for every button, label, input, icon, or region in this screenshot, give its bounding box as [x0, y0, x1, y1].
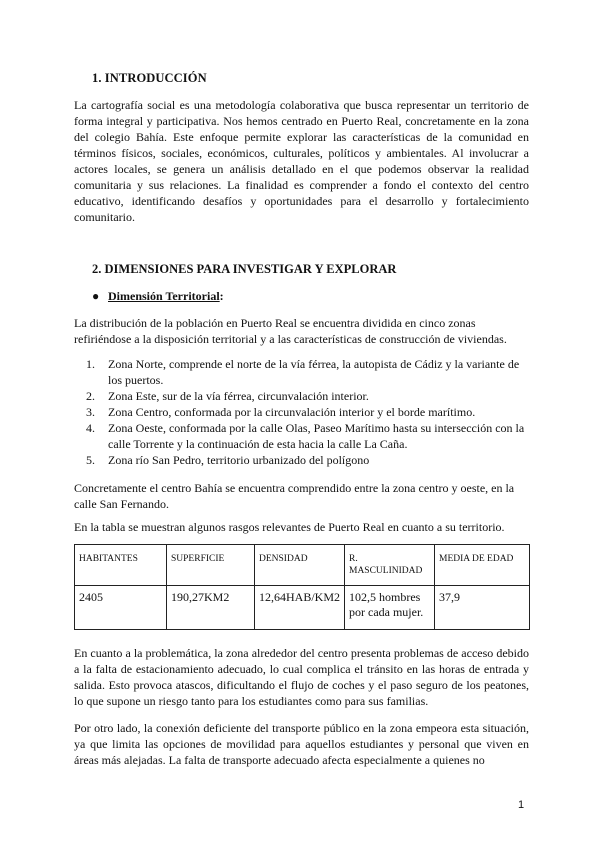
table-header-row — [75, 545, 530, 586]
centro-bahia-paragraph: Concretamente el centro Bahía se encuentra comprendido entre la zona centro y oeste, en la calle San Fernando. — [74, 481, 515, 511]
table-row — [75, 586, 530, 630]
bullet-label: Dimensión Territorial — [108, 289, 220, 303]
list-item — [86, 452, 531, 468]
list-text: Zona Norte, comprende el norte de la vía férrea, la autopista de Cádiz y la variante de los puertos. — [108, 357, 520, 387]
list-number: 1. — [86, 357, 95, 371]
table-cell: 37,9 — [435, 586, 530, 630]
table-header-cell: DENSIDAD — [255, 545, 345, 586]
territory-stats-table — [74, 544, 530, 630]
list-text: Zona río San Pedro, territorio urbanizado del polígono — [108, 453, 370, 467]
bullet-dimension-territorial — [92, 288, 224, 304]
table-intro-paragraph: En la tabla se muestran algunos rasgos relevantes de Puerto Real en cuanto a su territorio. — [74, 520, 505, 534]
table-header-cell: HABITANTES — [75, 545, 167, 586]
table-cell: 12,64HAB/KM2 — [255, 586, 345, 630]
list-item — [86, 420, 531, 452]
list-item — [86, 404, 531, 420]
table-cell: 102,5 hombres por cada mujer. — [345, 586, 435, 630]
table-header-cell: SUPERFICIE — [167, 545, 255, 586]
list-text: Zona Este, sur de la vía férrea, circunvalación interior. — [108, 389, 369, 403]
list-item — [86, 388, 531, 404]
section-2-heading: 2. DIMENSIONES PARA INVESTIGAR Y EXPLORAR — [92, 262, 397, 276]
list-number: 5. — [86, 453, 95, 467]
table-cell: 190,27KM2 — [167, 586, 255, 630]
list-item — [86, 356, 531, 388]
transport-paragraph: Por otro lado, la conexión deficiente del transporte público en la zona empeora esta situación, ya que limita las opciones de movilidad para aquellos estudiantes y personal que viven en áreas más alejadas. La falta de transporte adecuado afecta especialmente a quienes no — [74, 721, 529, 767]
zones-list — [86, 356, 531, 468]
population-intro-paragraph: La distribución de la población en Puerto Real se encuentra dividida en cinco zonas refiriéndose a la disposición territorial y a las características de construcción de viviendas. — [74, 316, 507, 346]
introduction-paragraph: La cartografía social es una metodología colaborativa que busca representar un territorio de forma integral y participativa. Nos hemos centrado en Puerto Real, concretamente en la zona del colegio Bahía. Este enfoque permite explorar las características de la comunidad en términos físicos, sociales, económicos, culturales, políticos y ambientales. Al involucrar a actores locales, se genera un análisis detallado en el que podemos observar la realidad comunitaria y sus relaciones. La finalidad es comprender a fondo el contexto del centro educativo, identificando desafíos y oportunidades para el desarrollo y fortalecimiento comunitario. — [74, 98, 529, 224]
list-number: 2. — [86, 389, 95, 403]
list-number: 3. — [86, 405, 95, 419]
bullet-suffix: : — [219, 289, 224, 303]
list-text: Zona Centro, conformada por la circunvalación interior y el borde marítimo. — [108, 405, 476, 419]
list-text: Zona Oeste, conformada por la calle Olas, Paseo Marítimo hasta su intersección con la calle Torrente y la continuación de esta hacia la calle La Caña. — [108, 421, 525, 451]
bullet-dot-icon: ● — [92, 289, 100, 303]
table-header-cell: R. MASCULINIDAD — [345, 545, 435, 586]
problem-paragraph: En cuanto a la problemática, la zona alrededor del centro presenta problemas de acceso debido a la falta de estacionamiento adecuado, lo cual complica el tránsito en las horas de entrada y salida. Esto provoca atascos, dificultando el flujo de coches y el paso seguro de los peatones, lo que supone un riesgo tanto para los estudiantes como para sus familias. — [74, 646, 529, 708]
table-header-cell: MEDIA DE EDAD — [435, 545, 530, 586]
section-1-heading: 1. INTRODUCCIÓN — [92, 71, 207, 85]
table-cell: 2405 — [75, 586, 167, 630]
list-number: 4. — [86, 421, 95, 435]
page-number: 1 — [518, 799, 525, 811]
